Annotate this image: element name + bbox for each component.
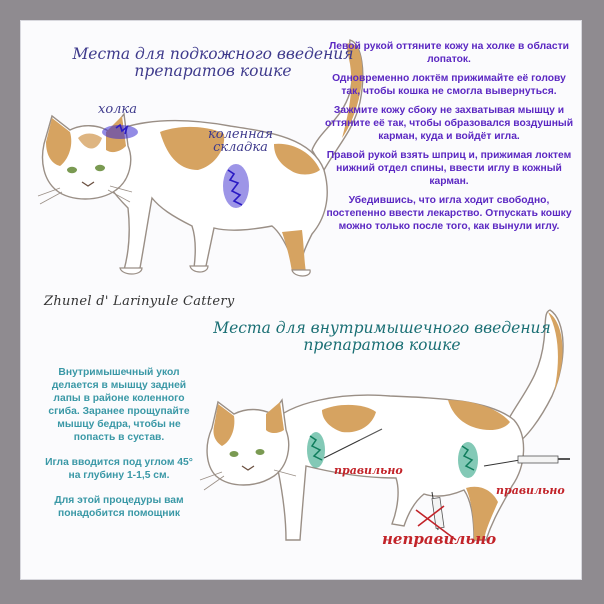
correct-mark-front: правильно (334, 464, 403, 477)
instruction-paragraph: Игла вводится под углом 45° на глубину 1-1,5 см. (45, 457, 193, 481)
instruction-paragraph: Одновременно локтём прижимайте её голову так, чтобы кошка не смогла вывернуться. (332, 73, 566, 97)
label-knee-fold-line2: складка (213, 140, 268, 155)
infographic-card (20, 20, 582, 580)
instruction-paragraph: Левой рукой оттяните кожу на холке в области лопаток. (329, 41, 569, 65)
label-holka: холка (98, 102, 137, 117)
correct-mark-back: правильно (496, 484, 565, 497)
intramuscular-title-line1: Места для внутримышечного введения (213, 319, 551, 337)
instruction-paragraph: Убедившись, что игла ходит свободно, постепенно ввести лекарство. Отпускать кошку можно только после того, как вынули иглу. (326, 195, 572, 232)
wrong-mark: неправильно (382, 530, 497, 548)
instruction-paragraph: Внутримышечный укол делается в мышцу задней лапы в районе коленного сгиба. Заранее прощупайте мышцу бедра, чтобы не попасть в сустав. (48, 367, 190, 443)
subcutaneous-title-line2: препаратов кошке (134, 62, 292, 80)
subcutaneous-title-line1: Места для подкожного введения (72, 45, 354, 63)
instruction-paragraph: Для этой процедуры вам понадобится помощник (54, 495, 184, 519)
instruction-paragraph: Правой рукой взять шприц и, прижимая локтем нижний отдел спины, ввести иглу в кожный карман. (326, 150, 572, 187)
intramuscular-title (206, 320, 558, 354)
instruction-paragraph: Зажмите кожу сбоку не захватывая мышцу и оттяните её так, чтобы образовался воздушный карман, куда и войдёт игла. (324, 105, 574, 142)
label-knee-fold-line1: коленная (208, 127, 274, 142)
label-knee-fold (208, 128, 273, 154)
cattery-watermark: Zhunel d' Larinyule Cattery (44, 294, 235, 309)
intramuscular-instructions (44, 366, 194, 532)
subcutaneous-instructions (324, 40, 574, 239)
intramuscular-title-line2: препаратов кошке (303, 336, 461, 354)
